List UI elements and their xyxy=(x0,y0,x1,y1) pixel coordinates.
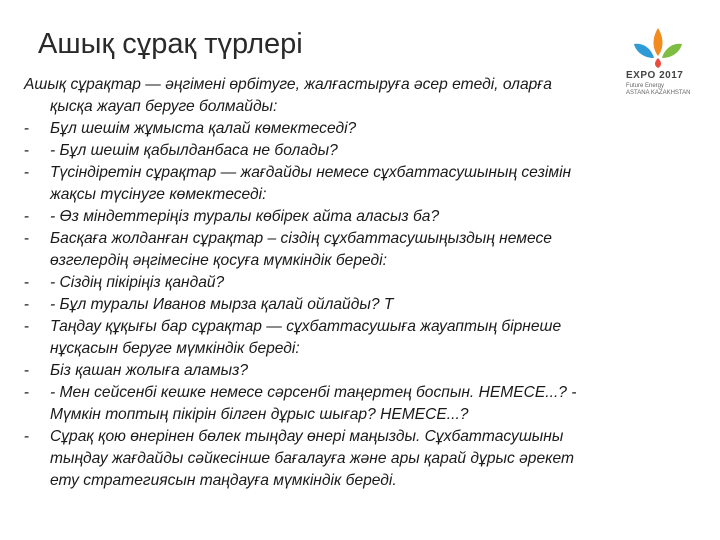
slide-title: Ашық сұрақ түрлері xyxy=(38,28,303,60)
intro-paragraph xyxy=(24,74,664,118)
list-item xyxy=(24,118,664,140)
bullet-dash: - xyxy=(24,230,30,247)
bullet-dash: - xyxy=(24,120,30,137)
bullet-dash: - xyxy=(24,384,30,401)
bullet-dash: - xyxy=(24,164,30,181)
list-item xyxy=(24,162,664,206)
logo-subtitle-line1: Future Energy xyxy=(626,83,665,89)
list-item xyxy=(24,426,664,492)
list-item-text: - Мен сейсенбі кешке немесе сәрсенбі таңертең боспын. НЕМЕСЕ...? - xyxy=(50,384,577,401)
intro-line-1: Ашық сұрақтар — әңгімені өрбітуге, жалғастыруға әсер етеді, оларға xyxy=(24,76,552,93)
list-item-text: - Бұл туралы Иванов мырза қалай ойлайды? Т xyxy=(50,296,394,313)
list-item xyxy=(24,294,664,316)
slide-body xyxy=(24,74,664,492)
intro-line-2: қысқа жауап беруге болмайды: xyxy=(50,98,278,115)
bullet-dash: - xyxy=(24,274,30,291)
logo-subtitle-line2: ASTANA KAZAKHSTAN xyxy=(626,90,691,96)
list-item-text: Бұл шешім жұмыста қалай көмектеседі? xyxy=(50,120,357,137)
list-item xyxy=(24,272,664,294)
list-item-text: - Бұл шешім қабылданбаса не болады? xyxy=(50,142,338,159)
list-item-text-cont: өзгелердің әңгімесіне қосуға мүмкіндік береді: xyxy=(50,252,387,269)
list-item xyxy=(24,140,664,162)
logo-name: EXPO 2017 xyxy=(626,70,684,81)
bullet-dash: - xyxy=(24,362,30,379)
bullet-dash: - xyxy=(24,142,30,159)
list-item-text-cont: жақсы түсінуге көмектеседі: xyxy=(50,186,267,203)
list-item-text: - Өз міндеттеріңіз туралы көбірек айта аласыз ба? xyxy=(50,208,440,225)
bullet-dash: - xyxy=(24,428,30,445)
list-item-text: Түсіндіретін сұрақтар — жағдайды немесе сұхбаттасушының сезімін xyxy=(50,164,572,181)
list-item-text-cont: нұсқасын беруге мүмкіндік береді: xyxy=(50,340,300,357)
bullet-dash: - xyxy=(24,296,30,313)
bullet-dash: - xyxy=(24,208,30,225)
list-item xyxy=(24,228,664,272)
list-item-text: Таңдау құқығы бар сұрақтар — сұхбаттасушыға жауаптың бірнеше xyxy=(50,318,562,335)
list-item xyxy=(24,316,664,360)
list-item-text-cont: ету стратегиясын таңдауға мүмкіндік береді. xyxy=(50,472,397,489)
list-item xyxy=(24,382,664,426)
list-item-text: Біз қашан жолыға аламыз? xyxy=(50,362,249,379)
list-item-text-cont: тыңдау жағдайды сәйкесінше бағалауға және ары қарай дұрыс әрекет xyxy=(50,450,574,467)
list-item-text: - Сіздің пікіріңіз қандай? xyxy=(50,274,225,291)
list-item-text-cont: Мүмкін топтың пікірін білген дұрыс шығар? НЕМЕСЕ...? xyxy=(50,406,469,423)
bullet-dash: - xyxy=(24,318,30,335)
list-item xyxy=(24,206,664,228)
list-item-text: Басқаға жолданған сұрақтар – сіздің сұхбаттасушыңыздың немесе xyxy=(50,230,552,247)
list-item-text: Сұрақ қою өнерінен бөлек тыңдау өнері маңызды. Сұхбаттасушыны xyxy=(50,428,564,445)
list-item xyxy=(24,360,664,382)
